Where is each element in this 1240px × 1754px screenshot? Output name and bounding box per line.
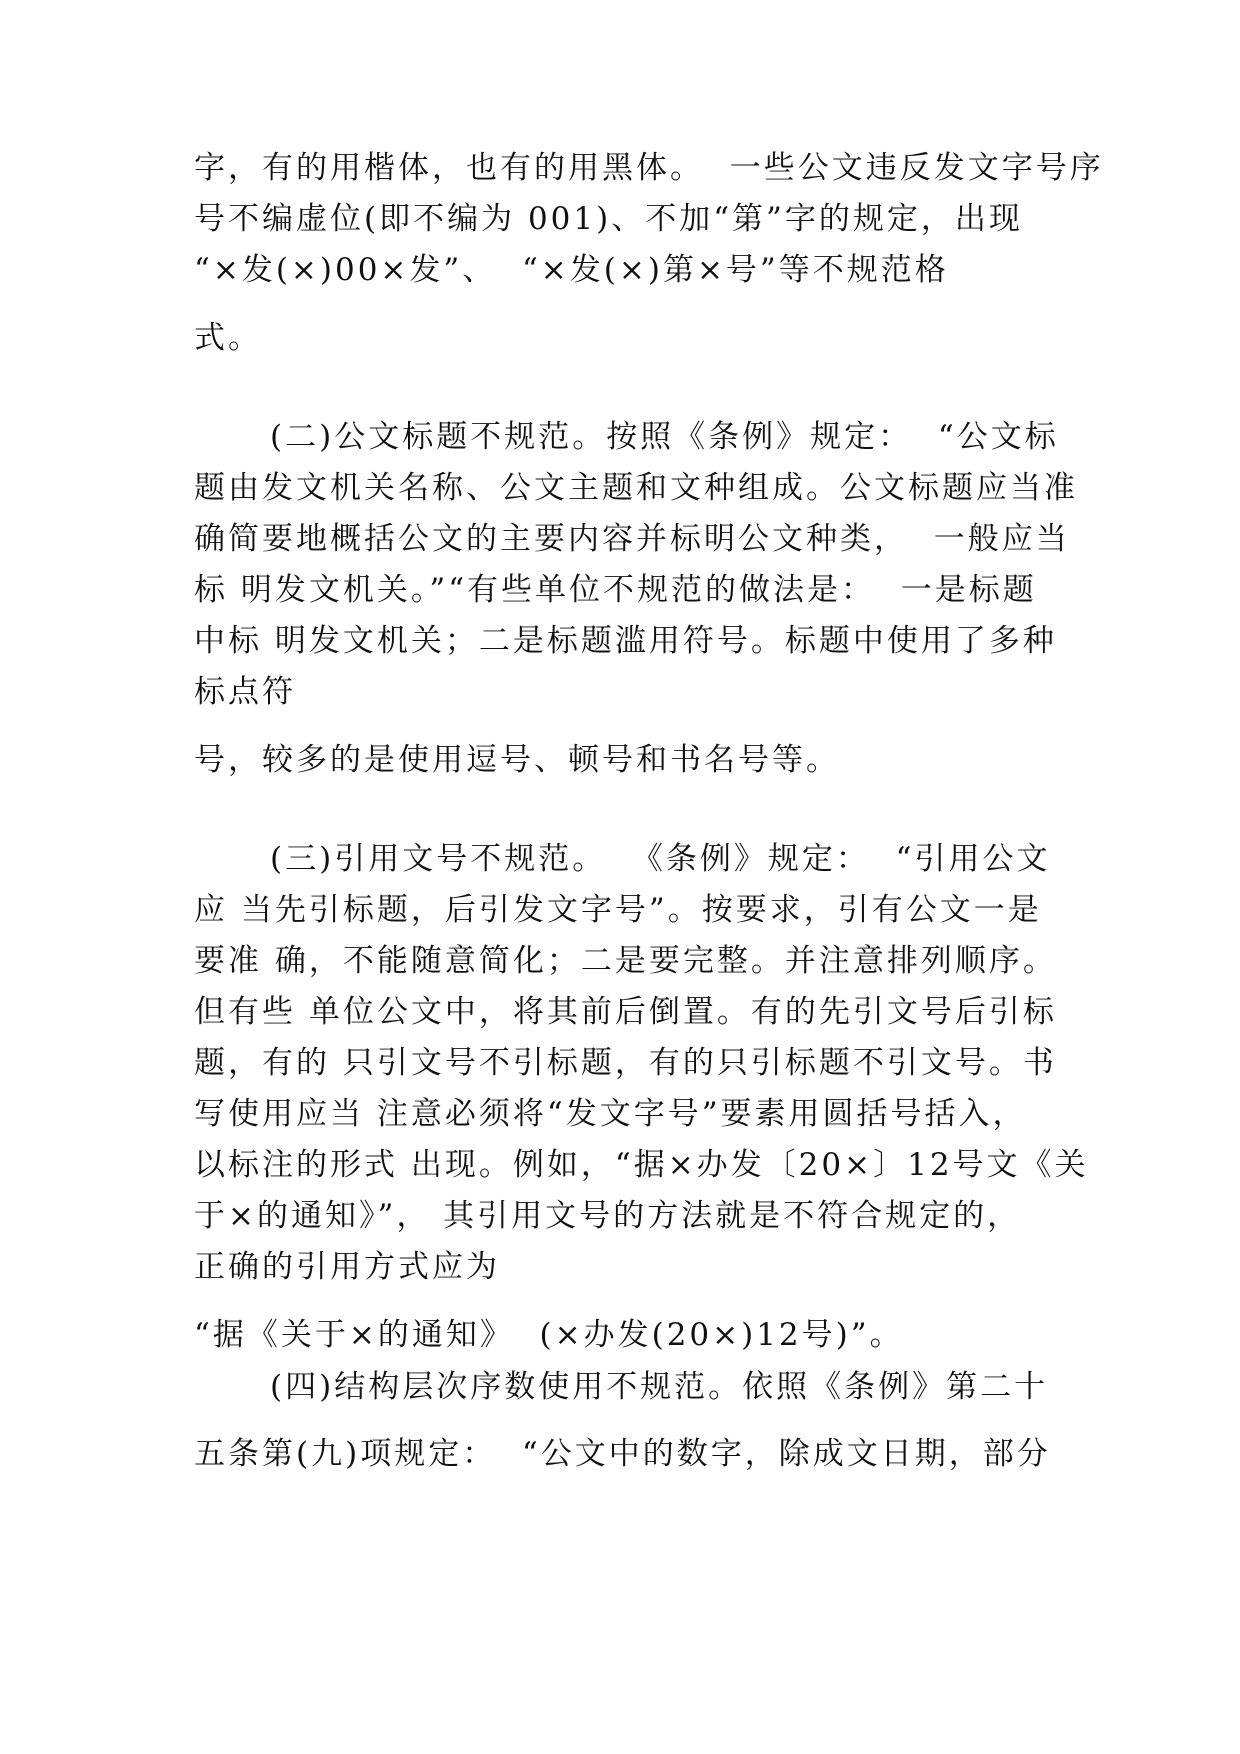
- text-line: 标 明发文机关。”“有些单位不规范的做法是： 一是标题: [194, 572, 1037, 608]
- text-line: 题由发文机关名称、公文主题和文种组成。公文标题应当准: [194, 470, 1078, 506]
- text-line: 号，较多的是使用逗号、顿号和书名号等。: [194, 742, 840, 778]
- text-line: 应 当先引标题，后引发文字号”。按要求，引有公文一是: [194, 892, 1042, 928]
- text-line: 要准 确，不能随意简化；二是要完整。并注意排列顺序。: [194, 943, 1057, 979]
- text-line: 题，有的 只引文号不引标题，有的只引标题不引文号。书: [194, 1045, 1057, 1081]
- text-line: 但有些 单位公文中，将其前后倒置。有的先引文号后引标: [194, 994, 1057, 1030]
- text-line: 于×的通知》”， 其引用文号的方法就是不符合规定的，: [194, 1198, 1022, 1234]
- text-line: 写使用应当 注意必须将“发文字号”要素用圆括号括入，: [194, 1096, 1027, 1132]
- text-line: 确简要地概括公文的主要内容并标明公文种类， 一般应当: [194, 521, 1070, 557]
- section-heading: (三)引用文号不规范。 《条例》规定： “引用公文: [270, 841, 1051, 877]
- text-line: “据《关于×的通知》 (×办发(20×)12号)”。: [194, 1317, 904, 1353]
- text-line: 以标注的形式 出现。例如，“据×办发〔20×〕12号文《关: [194, 1147, 1089, 1183]
- text-line: 标点符: [194, 674, 296, 710]
- text-line: 中标 明发文机关；二是标题滥用符号。标题中使用了多种: [194, 623, 1057, 659]
- text-line: 字，有的用楷体，也有的用黑体。 一些公文违反发文字号序: [194, 150, 1104, 186]
- text-line: 号不编虚位(即不编为 001)、不加“第”字的规定，出现: [194, 201, 1023, 237]
- section-heading: (二)公文标题不规范。按照《条例》规定： “公文标: [270, 419, 1059, 455]
- text-line: 式。: [194, 320, 262, 356]
- text-line: 正确的引用方式应为: [194, 1249, 500, 1285]
- text-line: 五条第(九)项规定： “公文中的数字，除成文日期，部分: [194, 1436, 1051, 1472]
- text-line: “×发(×)00×发”、 “×发(×)第×号”等不规范格: [194, 252, 949, 288]
- section-heading: (四)结构层次序数使用不规范。依照《条例》第二十: [270, 1369, 1049, 1405]
